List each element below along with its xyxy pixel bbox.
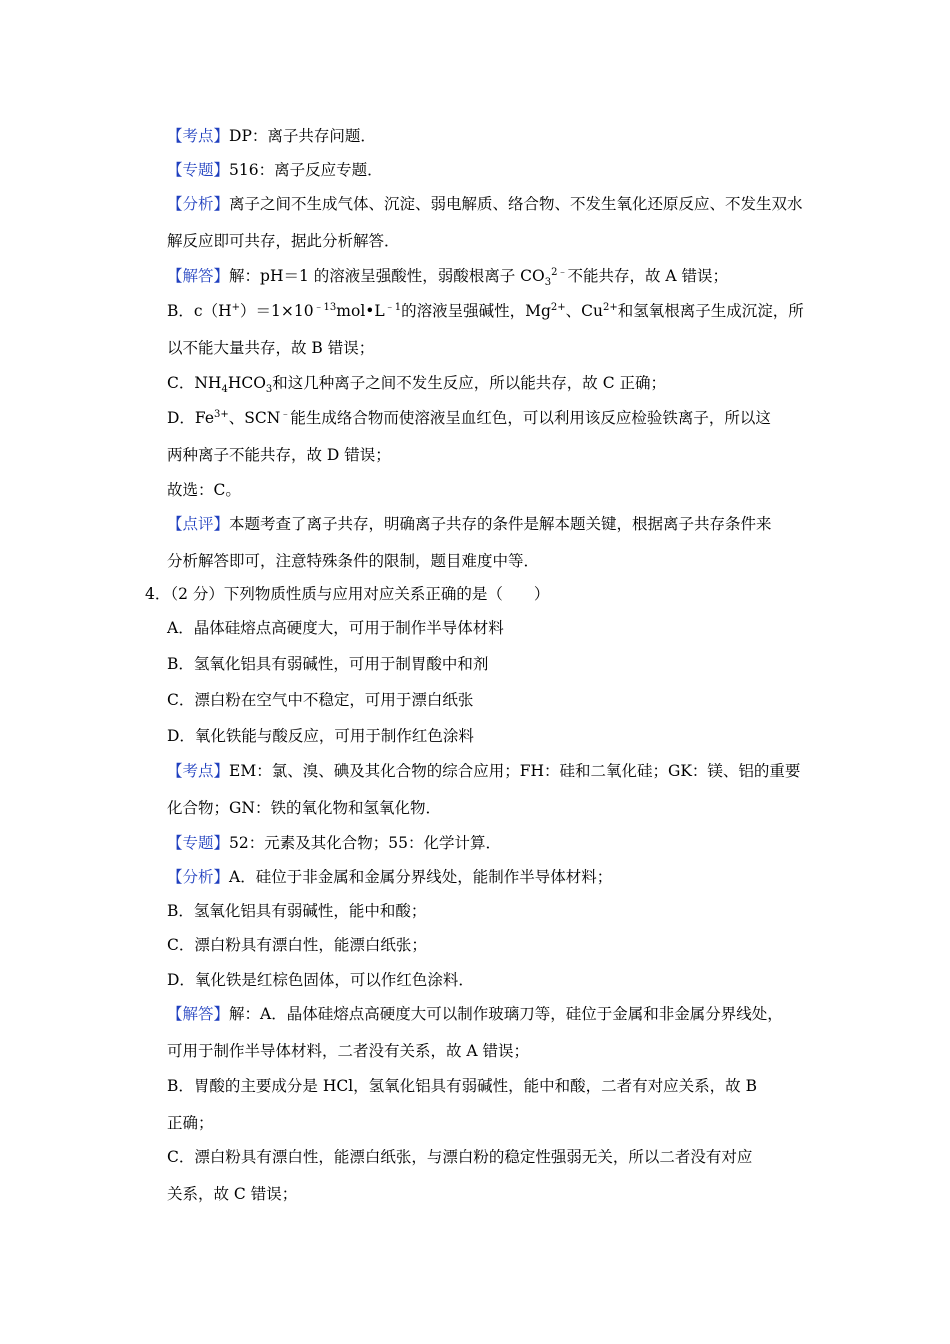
jieda-line-b-2 [167,337,827,359]
jieda-b-2: ）＝1×10 [239,302,314,320]
kaodian-tag: 【考点】 [167,127,230,145]
q4-fenxi-line-c [167,934,827,956]
kaodian-text: DP：离子共存问题． [229,127,376,145]
jieda-a-sub: 3 [544,277,552,289]
jieda-c-3: 和这几种离子之间不发生反应，所以能共存，故 C 正确； [272,374,667,392]
q4-fenxi-b: B．氢氧化铝具有弱碱性，能中和酸； [167,902,427,920]
dianping-text-2: 分析解答即可，注意特殊条件的限制，题目难度中等． [167,552,540,570]
jieda-c-sub2: 3 [265,384,273,396]
jieda-a-sup: 2﹣ [551,266,568,278]
zhuanti-line [167,159,827,181]
question-stem [145,583,805,605]
option-b [167,653,827,675]
dianping-line [167,513,827,535]
q4-fenxi-line-d [167,969,827,991]
jieda-b-sup4: 2+ [550,301,566,313]
q4-jieda-a: 解：A．晶体硅熔点高硬度大可以制作玻璃刀等，硅位于金属和非金属分界线处， [229,1005,783,1023]
fenxi-tag: 【分析】 [167,195,230,213]
jieda-line-c [167,372,827,394]
jieda-d-sup2: ﹣ [280,408,291,420]
jieda-c-sub1: 4 [221,384,228,396]
dianping-tag: 【点评】 [167,515,230,533]
jieda-line-d [167,407,827,429]
question-stem-text: 4．（2 分）下列物质性质与应用对应关系正确的是（ ） [145,585,550,603]
q4-jieda-tag: 【解答】 [167,1005,230,1023]
q4-kaodian-line [167,760,827,782]
jieda-d-1: D．Fe [167,409,215,427]
dianping-text: 本题考查了离子共存，明确离子共存的条件是解本题关键，根据离子共存条件来 [229,515,772,533]
jieda-tag: 【解答】 [167,267,230,285]
q4-jieda-a-2: 可用于制作半导体材料，二者没有关系，故 A 错误； [167,1042,530,1060]
jieda-b-sup2: ﹣13 [313,301,337,313]
q4-fenxi-c: C．漂白粉具有漂白性，能漂白纸张； [167,936,427,954]
fenxi-line [167,193,827,215]
q4-fenxi-tag: 【分析】 [167,868,230,886]
jieda-line-d-2 [167,444,827,466]
q4-kaodian-text-2: 化合物；GN：铁的氧化物和氢氧化物． [167,799,441,817]
jieda-b-5: 、Cu [565,302,603,320]
jieda-d-line2: 两种离子不能共存，故 D 错误； [167,446,391,464]
jieda-b-4: 的溶液呈强碱性，Mg [401,302,551,320]
option-a [167,617,827,639]
option-d [167,725,827,747]
option-c [167,689,827,711]
jieda-a-pre: 解：pH＝1 的溶液呈强酸性，弱酸根离子 CO [229,267,545,285]
option-c-text: C．漂白粉在空气中不稳定，可用于漂白纸张 [167,691,474,709]
jieda-b-sup5: 2+ [603,301,618,313]
jieda-b-3: mol•L [336,302,385,320]
q4-jieda-line-b [167,1075,827,1097]
q4-zhuanti-line [167,832,827,854]
answer-text: 故选：C。 [167,481,241,499]
q4-jieda-line-a [167,1003,827,1025]
dianping-line-2 [167,550,827,572]
q4-fenxi-d: D．氧化铁是红棕色固体，可以作红色涂料． [167,971,474,989]
q4-zhuanti-text: 52：元素及其化合物；55：化学计算． [229,834,501,852]
jieda-c-2: HCO [227,374,266,392]
jieda-b-1: B．c（H [167,302,232,320]
zhuanti-tag: 【专题】 [167,161,230,179]
q4-jieda-line-b-2 [167,1112,827,1134]
jieda-b-line2: 以不能大量共存，故 B 错误； [167,339,375,357]
fenxi-line-2 [167,230,827,252]
q4-jieda-line-c-2 [167,1183,827,1205]
fenxi-text-2: 解反应即可共存，据此分析解答． [167,232,400,250]
q4-kaodian-line-2 [167,797,827,819]
jieda-c-1: C．NH [167,374,222,392]
jieda-b-sup1: + [231,301,240,313]
q4-jieda-b-2: 正确； [167,1114,214,1132]
option-a-text: A．晶体硅熔点高硬度大，可用于制作半导体材料 [167,619,504,637]
q4-jieda-b: B．胃酸的主要成分是 HCl，氢氧化铝具有弱碱性，能中和酸，二者有对应关系，故 B [167,1077,757,1095]
option-d-text: D．氧化铁能与酸反应，可用于制作红色涂料 [167,727,474,745]
jieda-b-sup3: ﹣1 [384,301,402,313]
q4-kaodian-text: EM：氯、溴、碘及其化合物的综合应用；FH：硅和二氧化硅；GK：镁、铝的重要 [229,762,801,780]
q4-kaodian-tag: 【考点】 [167,762,230,780]
q4-jieda-c-2: 关系，故 C 错误； [167,1185,298,1203]
jieda-d-sup1: 3+ [214,408,229,420]
q4-jieda-line-c [167,1146,827,1168]
jieda-line-b [167,300,827,322]
q4-fenxi-a: A．硅位于非金属和金属分界线处，能制作半导体材料； [229,868,613,886]
jieda-d-2: 、SCN [228,409,281,427]
q4-fenxi-line-a [167,866,827,888]
q4-jieda-line-a-2 [167,1040,827,1062]
answer-line [167,479,827,501]
jieda-a-post: 不能共存，故 A 错误； [567,267,729,285]
option-b-text: B．氢氧化铝具有弱碱性，可用于制胃酸中和剂 [167,655,489,673]
jieda-line-a [167,265,827,287]
kaodian-line [167,125,827,147]
jieda-d-3: 能生成络合物而使溶液呈血红色，可以利用该反应检验铁离子，所以这 [290,409,771,427]
jieda-b-6: 和氢氧根离子生成沉淀，所 [617,302,804,320]
q4-fenxi-line-b [167,900,827,922]
q4-jieda-c: C．漂白粉具有漂白性，能漂白纸张，与漂白粉的稳定性强弱无关，所以二者没有对应 [167,1148,753,1166]
zhuanti-text: 516：离子反应专题． [229,161,383,179]
q4-zhuanti-tag: 【专题】 [167,834,230,852]
fenxi-text: 离子之间不生成气体、沉淀、弱电解质、络合物、不发生氧化还原反应、不发生双水 [229,195,803,213]
